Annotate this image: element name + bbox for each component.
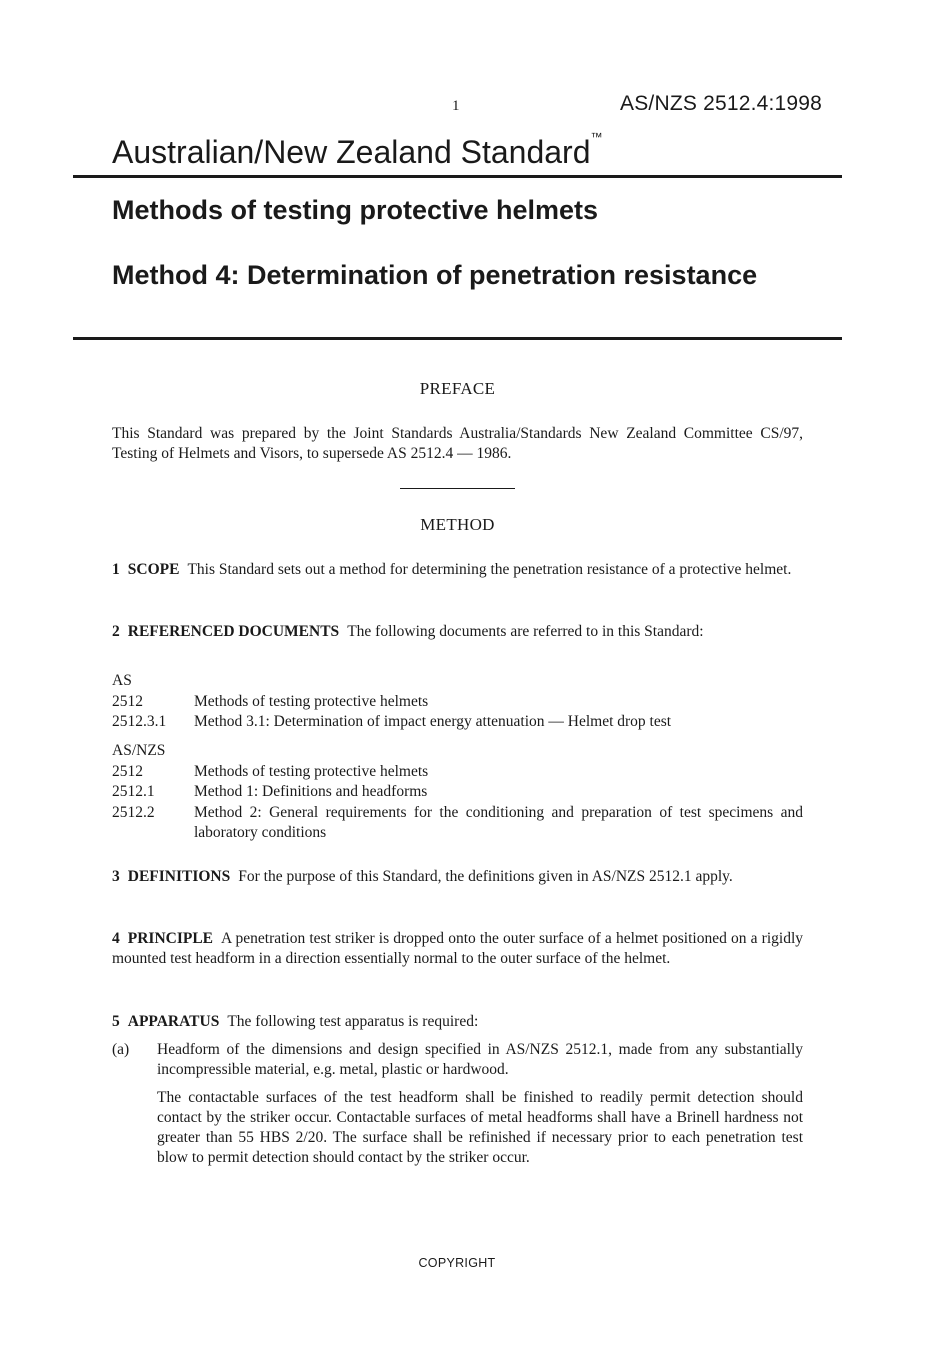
- standard-name-text: Australian/New Zealand Standard: [112, 134, 591, 170]
- reference-item: [112, 803, 803, 844]
- reference-title: Methods of testing protective helmets: [194, 762, 429, 780]
- clause-definitions: [112, 867, 803, 887]
- section-divider: [400, 488, 515, 489]
- clause-title: APPARATUS: [127, 1013, 220, 1030]
- clause-text: A penetration test striker is dropped onto the outer surface of a helmet positioned on a rigidly mounted test headform in a direction essentially normal to the outer surface of the helmet.: [112, 930, 803, 967]
- reference-title: Method 1: Definitions and headforms: [194, 783, 428, 800]
- copyright-footer: COPYRIGHT: [418, 1256, 496, 1270]
- clause-referenced-documents: [112, 622, 803, 642]
- apparatus-item-a: [112, 1040, 803, 1176]
- reference-group-label: AS/NZS: [112, 742, 166, 759]
- clause-text: The following test apparatus is required:: [227, 1013, 479, 1030]
- reference-group-asnzs: [112, 741, 803, 844]
- reference-group-as: [112, 671, 803, 733]
- header-rule-bottom: [73, 337, 842, 340]
- standard-code: AS/NZS 2512.4:1998: [620, 92, 823, 115]
- clause-principle: [112, 929, 803, 969]
- clause-title: PRINCIPLE: [127, 930, 214, 947]
- reference-title: Method 3.1: Determination of impact energy attenuation — Helmet drop test: [194, 713, 672, 730]
- clause-number: 4: [112, 930, 120, 947]
- clause-text: This Standard sets out a method for determining the penetration resistance of a protective helmet.: [187, 561, 792, 578]
- trademark-symbol: ™: [590, 130, 603, 144]
- clause-text: For the purpose of this Standard, the definitions given in AS/NZS 2512.1 apply.: [238, 868, 733, 885]
- list-item-paragraph: The contactable surfaces of the test headform shall be finished to readily permit detection should contact by the striker occur. Contactable surfaces of metal headforms shall have a Brinell hardness not greater than 55 HBS 2/20. The surface shall be refinished if necessary prior to each penetration test blow to permit detection should contact by the striker occur.: [157, 1089, 803, 1166]
- reference-item: [112, 712, 803, 733]
- reference-code: 2512: [112, 692, 143, 710]
- list-item-paragraph: Headform of the dimensions and design specified in AS/NZS 2512.1, made from any substantially incompressible material, e.g. metal, plastic or hardwood.: [157, 1041, 803, 1078]
- clause-number: 5: [112, 1013, 120, 1030]
- clause-number: 3: [112, 868, 120, 885]
- clause-title: SCOPE: [127, 561, 180, 578]
- reference-code: 2512.1: [112, 783, 155, 800]
- reference-code: 2512.2: [112, 803, 155, 821]
- clause-scope: [112, 560, 803, 580]
- reference-title: Method 2: General requirements for the conditioning and preparation of test specimens and laboratory conditions: [194, 803, 803, 841]
- document-subtitle: Method 4: Determination of penetration resistance: [112, 260, 758, 290]
- reference-item: [112, 782, 803, 803]
- reference-item: [112, 762, 803, 783]
- reference-title: Methods of testing protective helmets: [194, 692, 429, 710]
- standard-name: [112, 130, 603, 171]
- reference-code: 2512.3.1: [112, 713, 167, 730]
- preface-text: This Standard was prepared by the Joint Standards Australia/Standards New Zealand Committee CS/97, Testing of Helmets and Visors, to supersede AS 2512.4 — 1986.: [112, 425, 803, 462]
- clause-number: 1: [112, 561, 120, 578]
- clause-number: 2: [112, 623, 120, 640]
- clause-apparatus: [112, 1012, 803, 1032]
- preface-heading: PREFACE: [419, 379, 496, 398]
- method-heading: METHOD: [420, 515, 495, 534]
- clause-title: DEFINITIONS: [127, 868, 231, 885]
- reference-code: 2512: [112, 762, 143, 780]
- clause-text: The following documents are referred to in this Standard:: [347, 623, 704, 640]
- document-title: Methods of testing protective helmets: [112, 195, 599, 225]
- header-rule-top: [73, 175, 842, 178]
- reference-group-label: AS: [112, 672, 132, 689]
- page-number: 1: [452, 98, 460, 114]
- reference-item: [112, 692, 803, 713]
- clause-title: REFERENCED DOCUMENTS: [127, 623, 340, 640]
- list-item-body: [157, 1040, 803, 1176]
- list-item-label: (a): [112, 1041, 130, 1058]
